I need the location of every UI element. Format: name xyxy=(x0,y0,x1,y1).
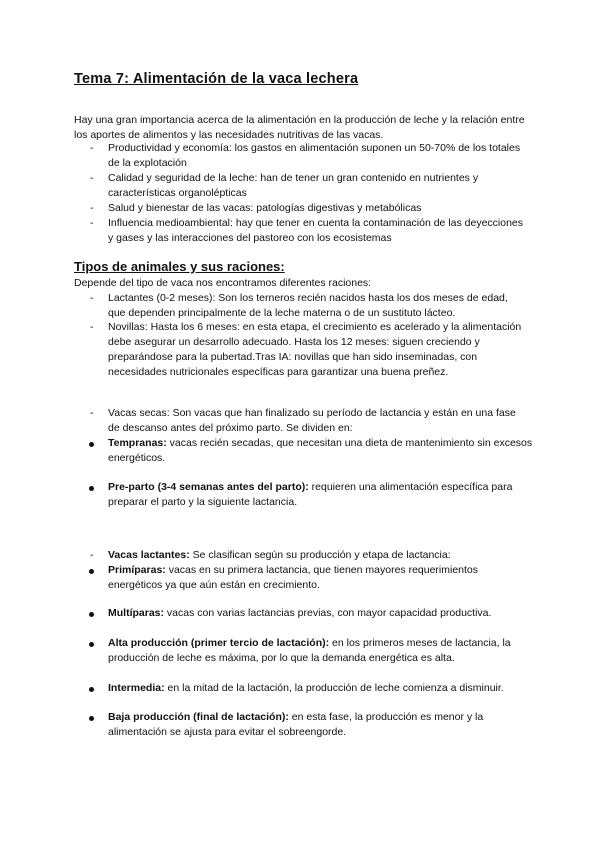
list-dash: - xyxy=(90,142,94,154)
list-dash: - xyxy=(90,549,94,561)
list-item-vacas-lactantes xyxy=(108,548,528,563)
bullet-term: Tempranas: xyxy=(108,437,167,449)
bullet-icon xyxy=(89,486,94,491)
bullet-text: en los primeros meses de lactancia, la producción de leche es máxima, por lo que la demanda energética es alta. xyxy=(108,637,511,664)
list-item: Productividad y economía: los gastos en alimentación suponen un 50-70% de los totales de la explotación xyxy=(108,142,521,169)
bullet-term: Pre-parto (3-4 semanas antes del parto): xyxy=(108,481,309,493)
section-heading: Tipos de animales y sus raciones: xyxy=(74,259,285,274)
intro-paragraph: Hay una gran importancia acerca de la alimentación en la producción de leche y la relación entre los aportes de alimentos y las necesidades nutritivas de las vacas. xyxy=(74,114,525,141)
bullet-item-primiparas xyxy=(108,563,533,593)
list-dash: - xyxy=(90,407,94,419)
list-item: Calidad y seguridad de la leche: han de tener un gran contenido en nutrientes y características organolépticas xyxy=(108,172,479,199)
bullet-icon xyxy=(89,569,94,574)
bullet-text: vacas en su primera lactancia, que tienen mayores requerimientos energéticos ya que aún están en crecimiento. xyxy=(108,564,479,591)
bullet-item-intermedia xyxy=(108,681,533,696)
bullet-icon xyxy=(89,612,94,617)
bullet-text: vacas con varias lactancias previas, con mayor capacidad productiva. xyxy=(164,607,492,619)
item-term: Vacas lactantes: xyxy=(108,549,190,561)
bullet-text: en la mitad de la lactación, la producción de leche comienza a disminuir. xyxy=(164,682,504,694)
list-dash: - xyxy=(90,217,94,229)
bullet-term: Multíparas: xyxy=(108,607,165,619)
bullet-term: Alta producción (primer tercio de lactación): xyxy=(108,637,330,649)
bullet-item-pre-parto xyxy=(108,480,533,510)
bullet-icon xyxy=(89,716,94,721)
list-item-lactantes: Lactantes (0-2 meses): Son los terneros recién nacidos hasta los dos meses de edad, que dependen principalmente de la leche materna o de un sustituto lácteo. xyxy=(108,292,508,319)
bullet-text: en esta fase, la producción es menor y la alimentación se ajusta para evitar el sobreengorde. xyxy=(108,711,484,738)
bullet-icon xyxy=(89,442,94,447)
bullet-text: vacas recién secadas, que necesitan una dieta de mantenimiento sin excesos energéticos. xyxy=(108,437,533,464)
bullet-item-alta-produccion xyxy=(108,636,533,666)
bullet-item-tempranas xyxy=(108,436,533,466)
item-text: Se clasifican según su producción y etapa de lactancia: xyxy=(189,549,451,561)
bullet-item-multiparas xyxy=(108,606,533,621)
bullet-term: Intermedia: xyxy=(108,682,165,694)
bullet-term: Baja producción (final de lactación): xyxy=(108,711,289,723)
bullet-text: requieren una alimentación específica para preparar el parto y la siguiente lactancia. xyxy=(108,481,513,508)
bullet-icon xyxy=(89,687,94,692)
bullet-term: Primíparas: xyxy=(108,564,166,576)
list-item: Salud y bienestar de las vacas: patologías digestivas y metabólicas xyxy=(108,202,422,214)
page-title: Tema 7: Alimentación de la vaca lechera xyxy=(74,71,359,87)
list-dash: - xyxy=(90,172,94,184)
list-dash: - xyxy=(90,321,94,333)
bullet-icon xyxy=(89,642,94,647)
list-dash: - xyxy=(90,202,94,214)
list-dash: - xyxy=(90,292,94,304)
list-item: Influencia medioambiental: hay que tener en cuenta la contaminación de las deyecciones y gases y las interacciones del pastoreo con los ecosistemas xyxy=(108,217,524,244)
list-item-vacas-secas: Vacas secas: Son vacas que han finalizado su período de lactancia y están en una fase de descanso antes del próximo parto. Se dividen en: xyxy=(108,407,516,434)
bullet-item-baja-produccion xyxy=(108,710,533,740)
list-item-novillas: Novillas: Hasta los 6 meses: en esta etapa, el crecimiento es acelerado y la alimentación debe asegurar un desarrollo adecuado. Hasta los 12 meses: siguen creciendo y preparándose para la pubertad.Tras IA: novillas que han sido inseminadas, con necesidades nutricionales específicas para garantizar una buena preñez. xyxy=(108,321,522,378)
section-intro: Depende del tipo de vaca nos encontramos diferentes raciones: xyxy=(74,277,372,289)
